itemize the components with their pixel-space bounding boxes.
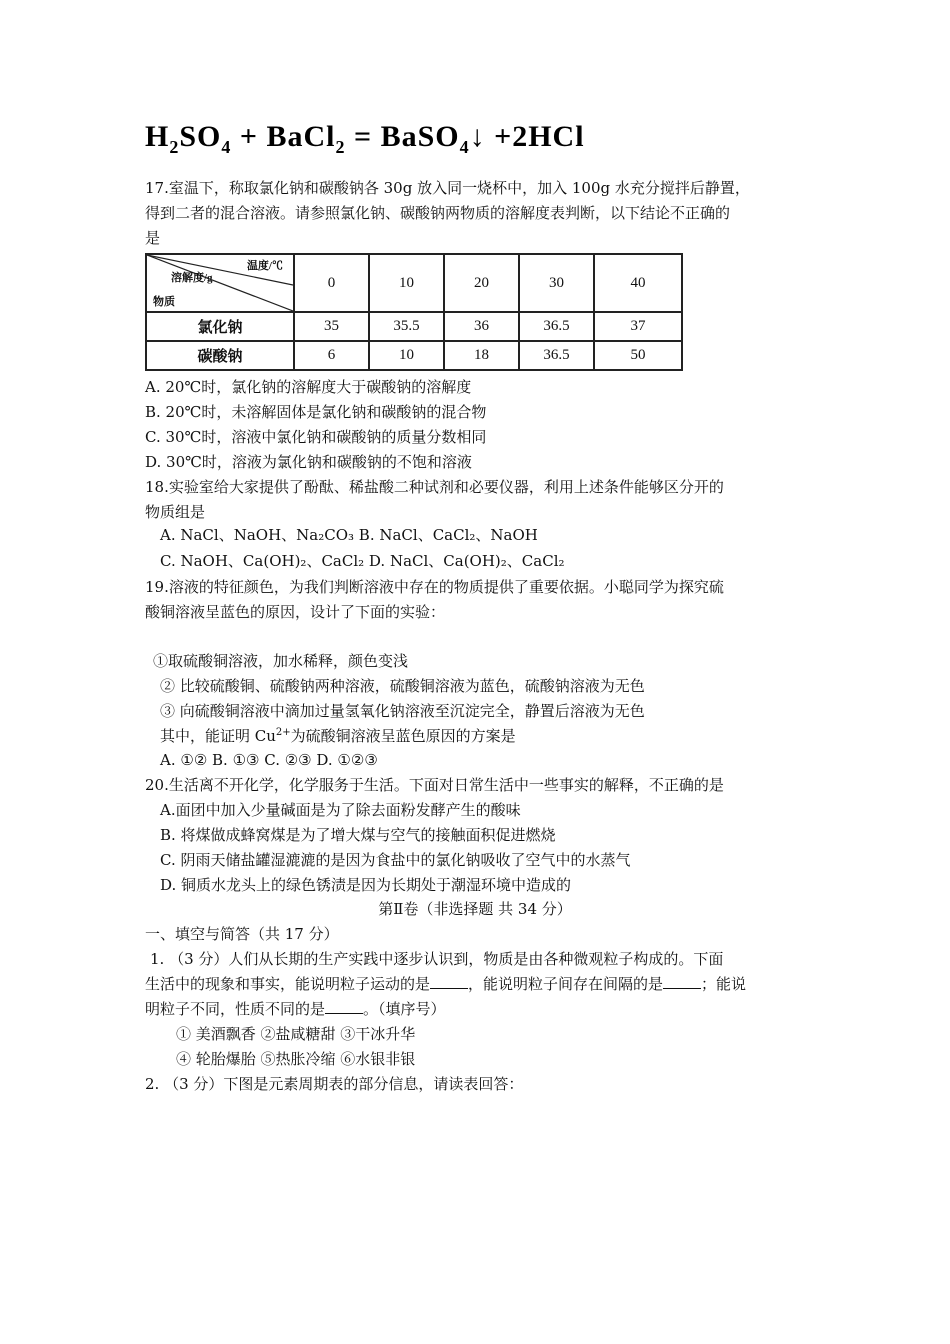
answer-blank[interactable] — [663, 974, 701, 989]
value-cell: 36 — [444, 312, 519, 341]
q18-options-cd: C. NaOH、Ca(OH)₂、CaCl₂ D. NaCl、Ca(OH)₂、CaCl₂ — [160, 552, 565, 570]
q19-scheme-2: ② 比较硫酸铜、硫酸钠两种溶液，硫酸铜溶液为蓝色，硫酸钠溶液为无色 — [160, 677, 645, 695]
q18-stem-line2: 物质组是 — [145, 503, 206, 521]
value-cell: 50 — [594, 341, 682, 370]
q20-option-b: B. 将煤做成蜂窝煤是为了增大煤与空气的接触面积促进燃烧 — [160, 826, 556, 844]
q19-scheme-3: ③ 向硫酸铜溶液中滴加过量氢氧化钠溶液至沉淀完全，静置后溶液为无色 — [160, 702, 645, 720]
q20-option-d: D. 铜质水龙头上的绿色锈渍是因为长期处于潮湿环境中造成的 — [160, 876, 572, 894]
solubility-table — [145, 253, 683, 371]
q18-stem-line1: 18.实验室给大家提供了酚酞、稀盐酸二种试剂和必要仪器，利用上述条件能够区分开的 — [145, 478, 724, 496]
q17-option-d: D. 30℃时，溶液为氯化钠和碳酸钠的不饱和溶液 — [145, 453, 472, 471]
value-cell: 35 — [294, 312, 369, 341]
temp-cell: 40 — [594, 254, 682, 312]
value-cell: 10 — [369, 341, 444, 370]
table-row — [146, 341, 682, 370]
temp-cell: 0 — [294, 254, 369, 312]
q17-option-a: A. 20℃时，氯化钠的溶解度大于碳酸钠的溶解度 — [145, 378, 472, 396]
section-heading: 一、填空与简答（共 17 分） — [145, 925, 339, 943]
temp-cell: 10 — [369, 254, 444, 312]
q18-options-ab: A. NaCl、NaOH、Na₂CO₃ B. NaCl、CaCl₂、NaOH — [160, 526, 538, 544]
value-cell: 36.5 — [519, 341, 594, 370]
part2-title: 第Ⅱ卷（非选择题 共 34 分） — [378, 900, 572, 918]
value-cell: 6 — [294, 341, 369, 370]
p2-q2-stem: 2. （3 分）下图是元素周期表的部分信息，请读表回答： — [145, 1075, 524, 1093]
p2-q1-line1: 1. （3 分）人们从长期的生产实践中逐步认识到，物质是由各种微观粒子构成的。下面 — [150, 950, 724, 968]
header-solubility: 溶解度/g — [171, 272, 213, 284]
q20-option-a: A.面团中加入少量碱面是为了除去面粉发酵产生的酸味 — [160, 801, 521, 819]
value-cell: 37 — [594, 312, 682, 341]
header-substance: 物质 — [153, 296, 175, 308]
value-cell: 35.5 — [369, 312, 444, 341]
p2-q1-options-row2: ④ 轮胎爆胎 ⑤热胀冷缩 ⑥水银非银 — [176, 1050, 416, 1068]
answer-blank[interactable] — [325, 999, 363, 1014]
temp-cell: 20 — [444, 254, 519, 312]
q17-stem-line3: 是 — [145, 229, 161, 247]
substance-name: 氯化钠 — [146, 312, 294, 341]
q19-question: 其中，能证明 $Cu^{2+}$为硫酸铜溶液呈蓝色原因的方案是 — [160, 727, 516, 745]
p2-q1-line3: 明粒子不同，性质不同的是 。（填序号） — [145, 1000, 446, 1018]
answer-blank[interactable] — [430, 974, 468, 989]
header-temperature: 温度/℃ — [246, 260, 283, 272]
value-cell: 36.5 — [519, 312, 594, 341]
q17-stem-line2: 得到二者的混合溶液。请参照氯化钠、碳酸钠两物质的溶解度表判断，以下结论不正确的 — [145, 204, 731, 222]
q17-option-c: C. 30℃时，溶液中氯化钠和碳酸钠的质量分数相同 — [145, 428, 487, 446]
q19-scheme-1: ①取硫酸铜溶液，加水稀释，颜色变浅 — [153, 652, 409, 670]
q19-options: A. ①② B. ①③ C. ②③ D. ①②③ — [160, 751, 378, 769]
q17-option-b: B. 20℃时，未溶解固体是氯化钠和碳酸钠的混合物 — [145, 403, 487, 421]
table-row — [146, 312, 682, 341]
q20-option-c: C. 阴雨天储盐罐湿漉漉的是因为食盐中的氯化钠吸收了空气中的水蒸气 — [160, 851, 631, 869]
p2-q1-options-row1: ① 美酒飘香 ②盐咸糖甜 ③干冰升华 — [176, 1025, 416, 1043]
q20-stem: 20.生活离不开化学，化学服务于生活。下面对日常生活中一些事实的解释，不正确的是 — [145, 776, 724, 794]
chemical-equation: $H_2SO_4$ + BaCl$_2$ = BaSO$_4$↓ +2HCl — [145, 120, 585, 157]
table-header-diagonal — [146, 254, 294, 312]
q19-stem-line2: 酸铜溶液呈蓝色的原因，设计了下面的实验： — [145, 603, 446, 621]
value-cell: 18 — [444, 341, 519, 370]
p2-q1-line2: 生活中的现象和事实，能说明粒子运动的是 ，能说明粒子间存在间隔的是 ；能说 — [145, 975, 747, 993]
substance-name: 碳酸钠 — [146, 341, 294, 370]
temp-cell: 30 — [519, 254, 594, 312]
q17-stem-line1: 17.室温下，称取氯化钠和碳酸钠各 30g 放入同一烧杯中，加入 100g 水充分搅拌后静置， — [145, 179, 750, 197]
q19-stem-line1: 19.溶液的特征颜色，为我们判断溶液中存在的物质提供了重要依据。小聪同学为探究硫 — [145, 578, 724, 596]
